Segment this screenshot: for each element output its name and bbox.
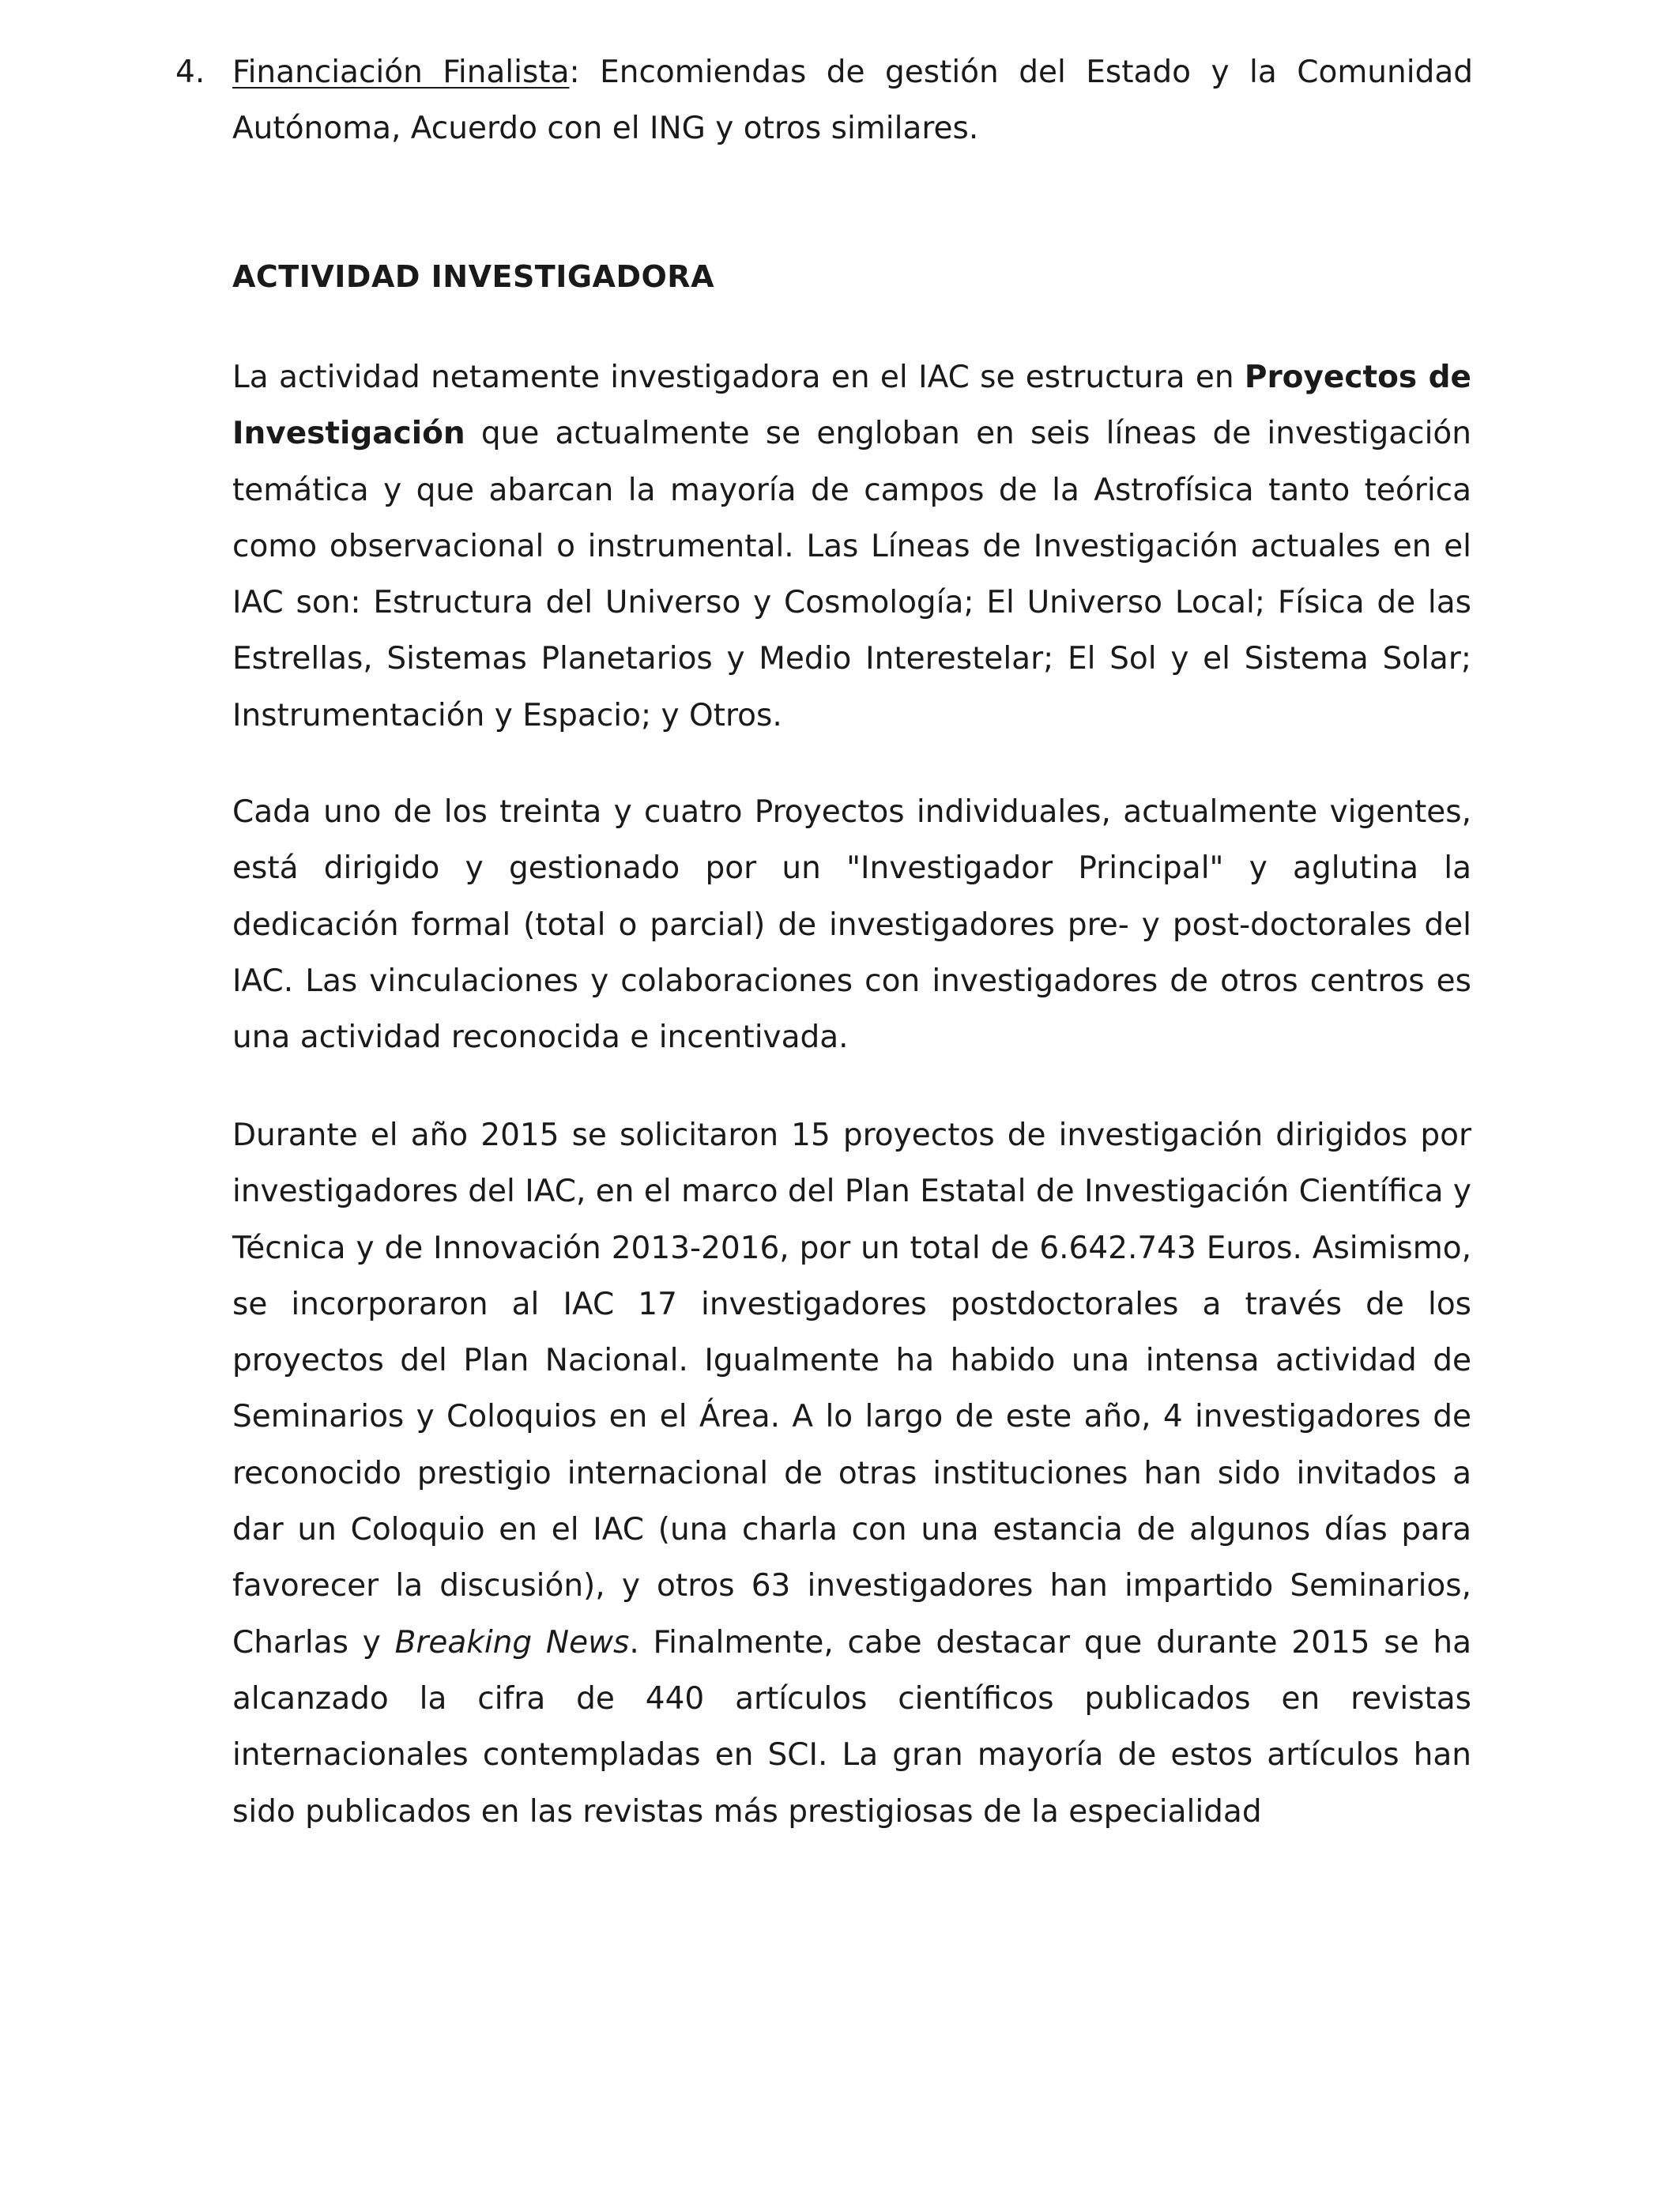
paragraph-3-italic-term: Breaking News	[394, 1624, 630, 1661]
paragraph-1-rest: que actualmente se engloban en seis líneas de investigación temática y que abarcan la mayoría de campos de la Astrofísica tanto teórica como observacional o instrumental. Las Líneas de Investigación actuales en el IAC son: Estructura del Universo y Cosmología; El Universo Local; Física de las Estrellas, Sistemas Planetarios y Medio Interestelar; El Sol y el Sistema Solar; Instrumentación y Espacio; y Otros.	[232, 416, 1471, 733]
paragraph-activity-2015	[232, 1107, 1471, 1840]
paragraph-3-text-after: . Finalmente, cabe destacar que durante 2015 se ha alcanzado la cifra de 440 artículos científicos publicados en revistas internacionales contempladas en SCI. La gran mayoría de estos artículos han sido publicados en las revistas más prestigiosas de la especialidad	[232, 1624, 1471, 1830]
list-item-text: Encomiendas de gestión del Estado y la Comunidad Autónoma, Acuerdo con el ING y otros similares.	[232, 55, 1473, 146]
paragraph-3-text-before: Durante el año 2015 se solicitaron 15 proyectos de investigación dirigidos por investigadores del IAC, en el marco del Plan Estatal de Investigación Científica y Técnica y de Innovación 2013-2016, por un total de 6.642.743 Euros. Asimismo, se incorporaron al IAC 17 investigadores postdoctorales a través de los proyectos del Plan Nacional. Igualmente ha habido una intensa actividad de Seminarios y Coloquios en el Área. A lo largo de este año, 4 investigadores de reconocido prestigio internacional de otras instituciones han sido invitados a dar un Coloquio en el IAC (una charla con una estancia de algunos días para favorecer la discusión), y otros 63 investigadores han impartido Seminarios, Charlas y	[232, 1118, 1471, 1661]
list-item-financiacion-finalista	[175, 44, 1473, 156]
paragraph-projects: Cada uno de los treinta y cuatro Proyectos individuales, actualmente vigentes, está dirigido y gestionado por un "Investigador Principal" y aglutina la dedicación formal (total o parcial) de investigadores pre- y post-doctorales del IAC. Las vinculaciones y colaboraciones con investigadores de otros centros es una actividad reconocida e incentivada.	[232, 794, 1471, 1056]
list-item-body	[232, 44, 1473, 156]
paragraph-1-intro: La actividad netamente investigadora en el IAC se estructura en	[232, 360, 1245, 395]
paragraph-1-bold-term: Proyectos de Investigación	[232, 360, 1471, 452]
list-item-title: Financiación Finalista	[232, 55, 570, 90]
section-heading: ACTIVIDAD INVESTIGADORA	[232, 259, 714, 294]
paragraph-research-structure	[232, 349, 1471, 744]
list-item-separator: :	[569, 55, 580, 90]
list-number: 4.	[175, 55, 205, 90]
